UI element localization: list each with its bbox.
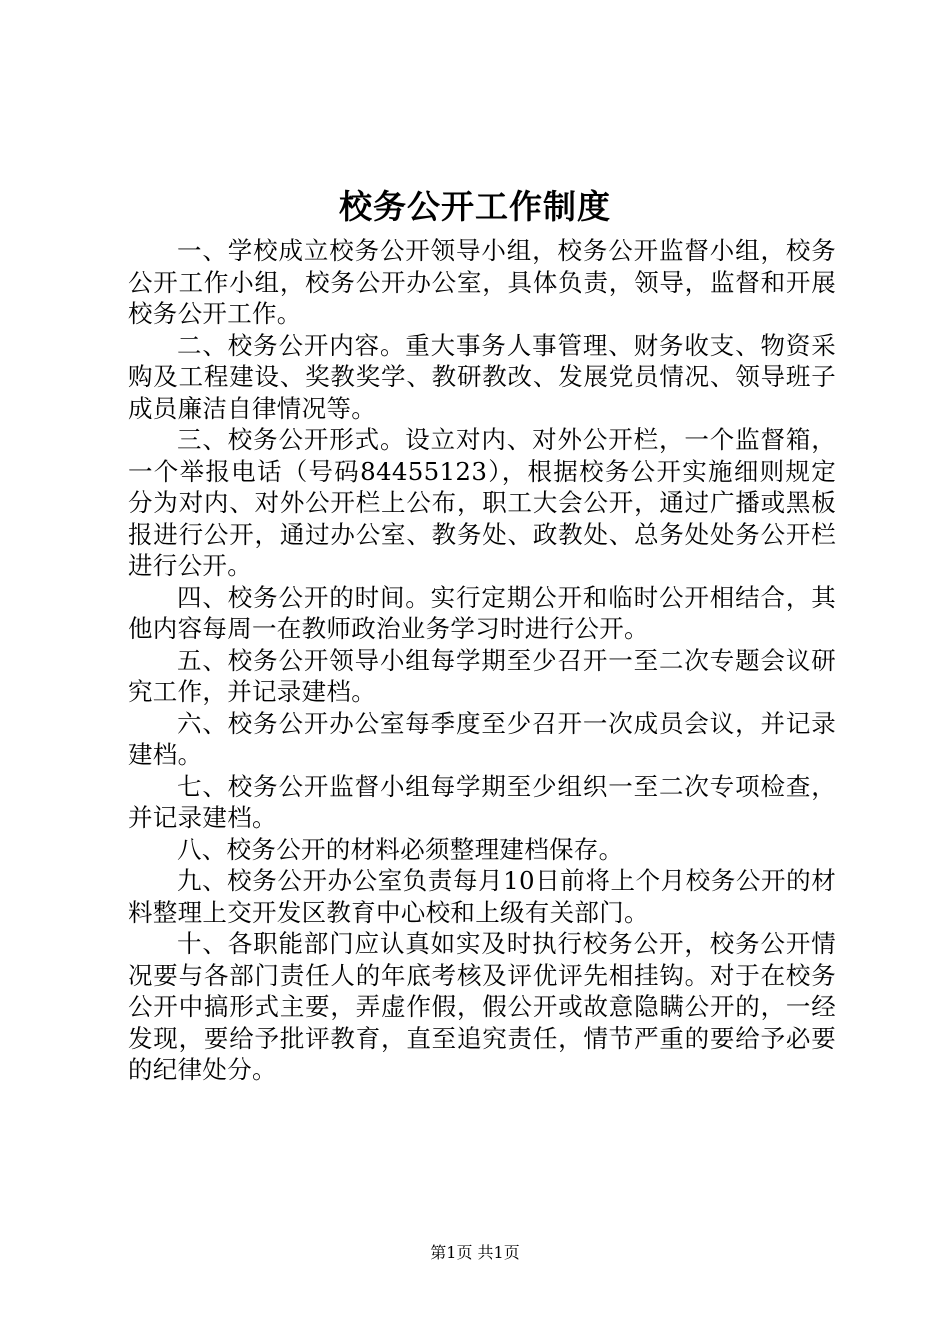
paragraph-7: 七、校务公开监督小组每学期至少组织一至二次专项检查，并记录建档。 bbox=[128, 771, 836, 832]
paragraph-8: 八、校务公开的材料必须整理建档保存。 bbox=[177, 834, 624, 864]
paragraph-2: 二、校务公开内容。重大事务人事管理、财务收支、物资采购及工程建设、奖教奖学、教研教改、发展党员情况、领导班子成员廉洁自律情况等。 bbox=[128, 330, 836, 423]
paragraph-5: 五、校务公开领导小组每学期至少召开一至二次专题会议研究工作，并记录建档。 bbox=[128, 645, 836, 706]
paragraph-1: 一、学校成立校务公开领导小组，校务公开监督小组，校务公开工作小组，校务公开办公室，具体负责，领导，监督和开展校务公开工作。 bbox=[128, 236, 836, 328]
paragraph-6: 六、校务公开办公室每季度至少召开一次成员会议，并记录建档。 bbox=[128, 708, 836, 769]
document-body bbox=[128, 235, 836, 1086]
document-title: 校务公开工作制度 bbox=[339, 187, 611, 226]
paragraph-3: 三、校务公开形式。设立对内、对外公开栏，一个监督箱，一个举报电话（号码84455123），根据校务公开实施细则规定分为对内、对外公开栏上公布，职工大会公开，通过广播或黑板报进行公开，通过办公室、教务处、政教处、总务处处务公开栏进行公开。 bbox=[128, 425, 836, 580]
paragraph-4: 四、校务公开的时间。实行定期公开和临时公开相结合，其他内容每周一在教师政治业务学习时进行公开。 bbox=[128, 582, 836, 643]
page-footer: 第1页 共1页 bbox=[430, 1243, 520, 1262]
paragraph-9: 九、校务公开办公室负责每月10日前将上个月校务公开的材料整理上交开发区教育中心校和上级有关部门。 bbox=[128, 866, 836, 927]
paragraph-10: 十、各职能部门应认真如实及时执行校务公开，校务公开情况要与各部门责任人的年底考核及评优评先相挂钩。对于在校务公开中搞形式主要，弄虚作假，假公开或故意隐瞒公开的，一经发现，要给予批评教育，直至追究责任，情节严重的要给予必要的纪律处分。 bbox=[128, 929, 836, 1084]
